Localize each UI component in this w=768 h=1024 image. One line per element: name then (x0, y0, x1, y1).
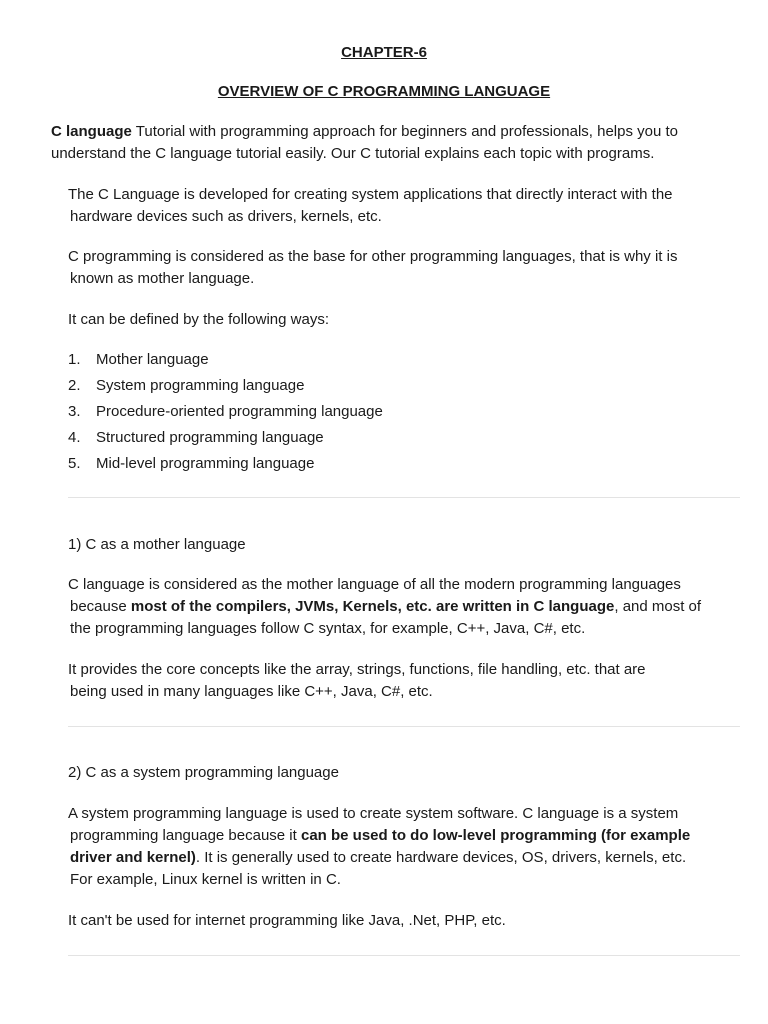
list-item: 1. Mother language (68, 351, 209, 368)
paragraph-line: the programming languages follow C syntax, for example, C++, Java, C#, etc. (70, 620, 586, 637)
paragraph-line: known as mother language. (70, 270, 255, 287)
intro-text: Tutorial with programming approach for beginners and professionals, helps you to (131, 123, 678, 140)
list-item: 2. System programming language (68, 377, 305, 394)
section2-heading: 2) C as a system programming language (68, 764, 339, 781)
intro-bold: C language (51, 123, 132, 140)
paragraph-line: For example, Linux kernel is written in C. (70, 871, 341, 888)
chapter-heading: CHAPTER-6 (341, 44, 427, 61)
paragraph-line: A system programming language is used to create system software. C language is a system (68, 805, 679, 822)
paragraph-line: It provides the core concepts like the array, strings, functions, file handling, etc. that are (68, 661, 646, 678)
paragraph-line: driver and kernel). It is generally used to create hardware devices, OS, drivers, kernels, etc. (70, 849, 687, 866)
paragraph-line: C language is considered as the mother language of all the modern programming languages (68, 576, 681, 593)
paragraph-line: being used in many languages like C++, Java, C#, etc. (70, 683, 433, 700)
intro-line2: understand the C language tutorial easily. Our C tutorial explains each topic with programs. (51, 145, 655, 162)
section2-paragraph2: It can't be used for internet programming like Java, .Net, PHP, etc. (68, 912, 506, 929)
paragraph-line: programming language because it can be used to do low-level programming (for example (70, 827, 691, 844)
section1-paragraph1 (68, 574, 724, 640)
paragraph-line: C programming is considered as the base for other programming languages, that is why it is (68, 248, 678, 265)
paragraph-line: hardware devices such as drivers, kernels, etc. (70, 208, 382, 225)
page-title: OVERVIEW OF C PROGRAMMING LANGUAGE (217, 83, 551, 100)
section-divider (68, 497, 740, 498)
section2-paragraph1 (68, 803, 724, 891)
section1-heading: 1) C as a mother language (68, 536, 246, 553)
paragraph-line: The C Language is developed for creating system applications that directly interact with the (68, 186, 673, 203)
list-item: 5. Mid-level programming language (68, 455, 315, 472)
section1-paragraph2 (68, 659, 724, 703)
definition-list (68, 347, 668, 477)
list-item: 3. Procedure-oriented programming language (68, 403, 383, 420)
intro-paragraph (51, 121, 731, 165)
paragraph-base (68, 246, 724, 290)
section-divider (68, 726, 740, 727)
list-item: 4. Structured programming language (68, 429, 324, 446)
section-divider (68, 955, 740, 956)
paragraph-developed (68, 184, 724, 228)
paragraph-line: because most of the compilers, JVMs, Kernels, etc. are written in C language, and most of (70, 598, 702, 615)
list-intro: It can be defined by the following ways: (68, 311, 329, 328)
